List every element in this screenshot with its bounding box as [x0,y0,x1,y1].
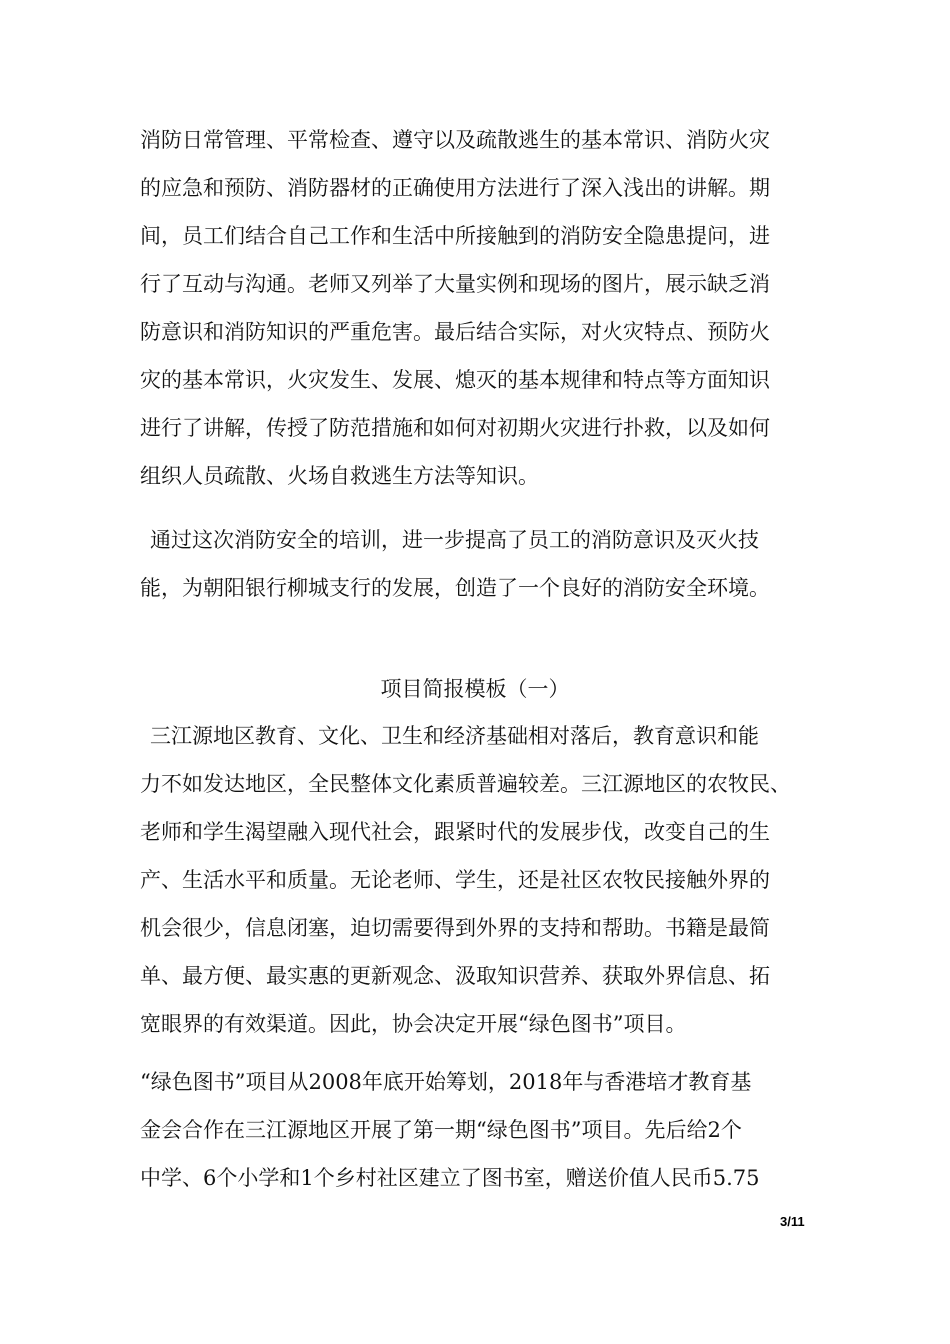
text-line: 宽眼界的有效渠道。因此，协会决定开展“绿色图书”项目。 [140,1012,687,1036]
section-heading: 项目简报模板（一） [380,677,570,701]
paragraph-training-summary [140,516,830,612]
text-line: 组织人员疏散、火场自救逃生方法等知识。 [140,464,539,488]
text-line: 产、生活水平和质量。无论老师、学生，还是社区农牧民接触外界的 [140,868,770,892]
text-line: 能，为朝阳银行柳城支行的发展，创造了一个良好的消防安全环境。 [140,576,770,600]
text-line: 通过这次消防安全的培训，进一步提高了员工的消防意识及灭火技 [150,528,759,552]
text-line: 单、最方便、最实惠的更新观念、汲取知识营养、获取外界信息、拓 [140,964,770,988]
paragraph-green-books-project [140,1058,830,1202]
text-line: 进行了讲解，传授了防范措施和如何对初期火灾进行扑救，以及如何 [140,416,770,440]
text-line: 三江源地区教育、文化、卫生和经济基础相对落后，教育意识和能 [150,724,759,748]
paragraph-sanjiangyuan-background [140,712,830,1048]
text-line: “绿色图书”项目从2008年底开始筹划，2018年与香港培才教育基 [140,1070,752,1094]
page-number: 3/11 [780,1214,805,1229]
text-line: 消防日常管理、平常检查、遵守以及疏散逃生的基本常识、消防火灾 [140,128,770,152]
text-line: 的应急和预防、消防器材的正确使用方法进行了深入浅出的讲解。期 [140,176,770,200]
text-line: 力不如发达地区，全民整体文化素质普遍较差。三江源地区的农牧民、 [140,772,791,796]
text-line: 机会很少，信息闭塞，迫切需要得到外界的支持和帮助。书籍是最简 [140,916,770,940]
text-line: 中学、6个小学和1个乡村社区建立了图书室，赠送价值人民币5.75 [140,1166,760,1190]
paragraph-fire-training [140,116,830,500]
text-line: 灾的基本常识，火灾发生、发展、熄灭的基本规律和特点等方面知识 [140,368,770,392]
text-line: 金会合作在三江源地区开展了第一期“绿色图书”项目。先后给2个 [140,1118,742,1142]
text-line: 间，员工们结合自己工作和生活中所接触到的消防安全隐患提问，进 [140,224,770,248]
text-line: 防意识和消防知识的严重危害。最后结合实际，对火灾特点、预防火 [140,320,770,344]
text-line: 行了互动与沟通。老师又列举了大量实例和现场的图片，展示缺乏消 [140,272,770,296]
text-line: 老师和学生渴望融入现代社会，跟紧时代的发展步伐，改变自己的生 [140,820,770,844]
